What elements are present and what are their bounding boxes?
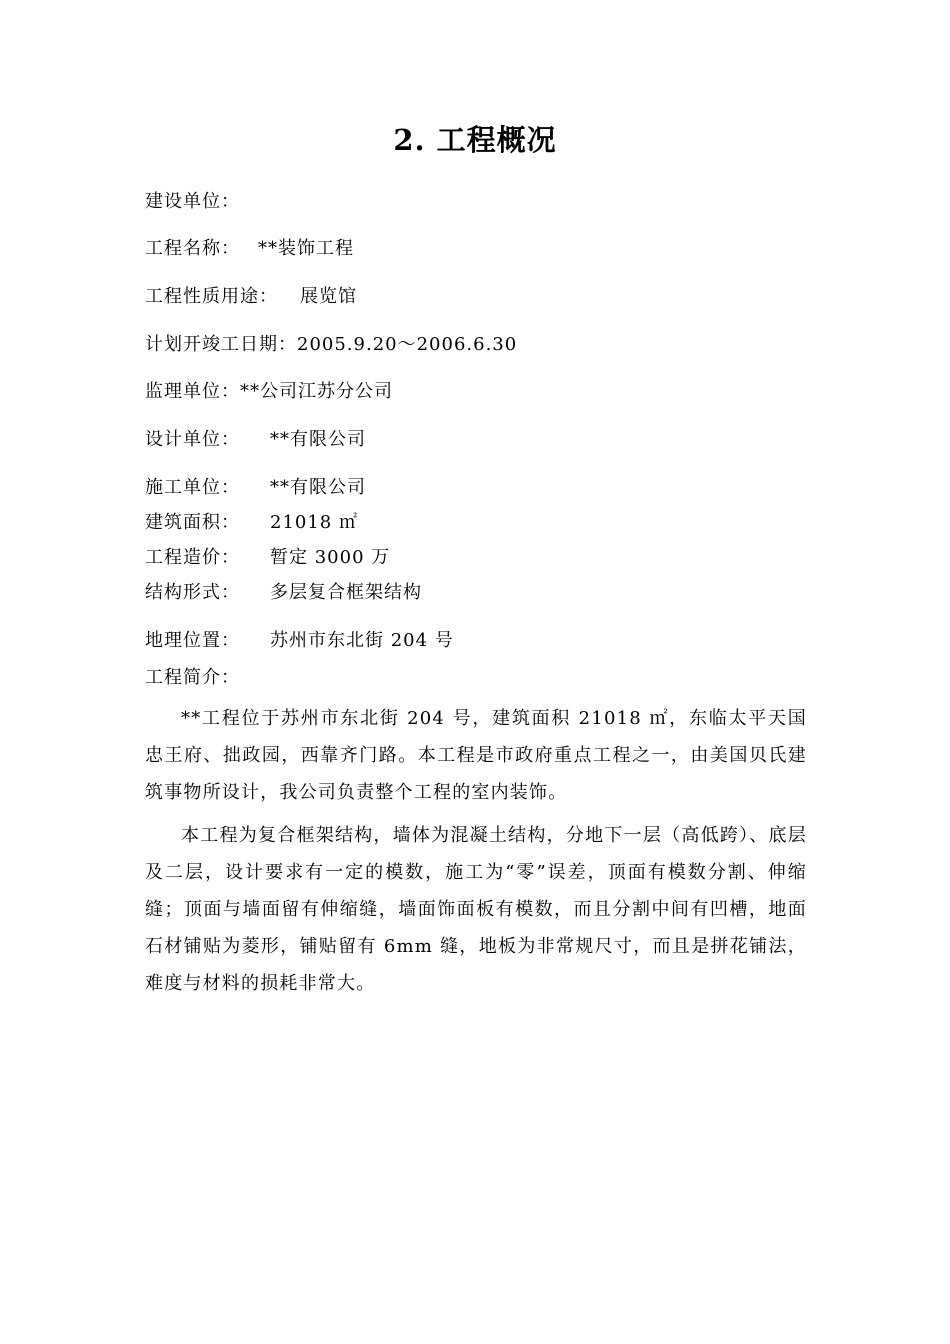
section-title: 2. 工程概况 — [393, 123, 557, 157]
field-floor-area — [145, 511, 358, 535]
field-value: **装饰工程 — [258, 238, 354, 259]
field-label: 工程性质用途： — [145, 286, 278, 307]
field-value: 2005.9.20～2006.6.30 — [297, 334, 518, 355]
field-value: **公司江苏分公司 — [240, 381, 393, 402]
field-location — [145, 629, 454, 653]
field-value: 多层复合框架结构 — [270, 582, 422, 603]
field-project-summary — [145, 666, 240, 690]
field-value: 21018 ㎡ — [270, 512, 358, 533]
field-label: 地理位置： — [145, 630, 240, 651]
field-label: 工程简介： — [145, 667, 240, 688]
field-value: 展览馆 — [300, 286, 357, 307]
field-project-usage — [145, 285, 357, 309]
field-label: 计划开竣工日期： — [145, 334, 297, 355]
field-value: 暂定 3000 万 — [270, 547, 391, 568]
field-supervision-unit — [145, 380, 393, 404]
field-label: 建设单位： — [145, 191, 240, 212]
field-label: 结构形式： — [145, 582, 240, 603]
field-label: 设计单位： — [145, 429, 240, 450]
field-structure-type — [145, 581, 422, 605]
field-construction-unit — [145, 190, 240, 214]
field-project-name — [145, 237, 354, 261]
field-value: **有限公司 — [270, 477, 366, 498]
field-value: 苏州市东北街 204 号 — [270, 630, 454, 651]
field-schedule — [145, 333, 517, 357]
field-label: 施工单位： — [145, 477, 240, 498]
field-design-unit — [145, 428, 366, 452]
summary-paragraph-1: **工程位于苏州市东北街 204 号，建筑面积 21018 ㎡，东临太平天国忠王府、拙政园，西靠齐门路。本工程是市政府重点工程之一，由美国贝氏建筑事物所设计，我公司负责整个工程的室内装饰。 — [145, 708, 807, 803]
field-label: 监理单位： — [145, 381, 240, 402]
field-project-cost — [145, 546, 390, 570]
field-label: 工程造价： — [145, 547, 240, 568]
field-label: 建筑面积： — [145, 512, 240, 533]
field-contractor — [145, 476, 366, 500]
field-value: **有限公司 — [270, 429, 366, 450]
summary-paragraph-2: 本工程为复合框架结构，墙体为混凝土结构，分地下一层（高低跨）、底层及二层，设计要求有一定的模数，施工为“零”误差，顶面有模数分割、伸缩缝；顶面与墙面留有伸缩缝，墙面饰面板有模数，而且分割中间有凹槽，地面石材铺贴为菱形，铺贴留有 6mm 缝，地板为非常规尺寸，而且是拼花铺法，难度与材料的损耗非常大。 — [145, 825, 807, 994]
field-label: 工程名称： — [145, 238, 240, 259]
